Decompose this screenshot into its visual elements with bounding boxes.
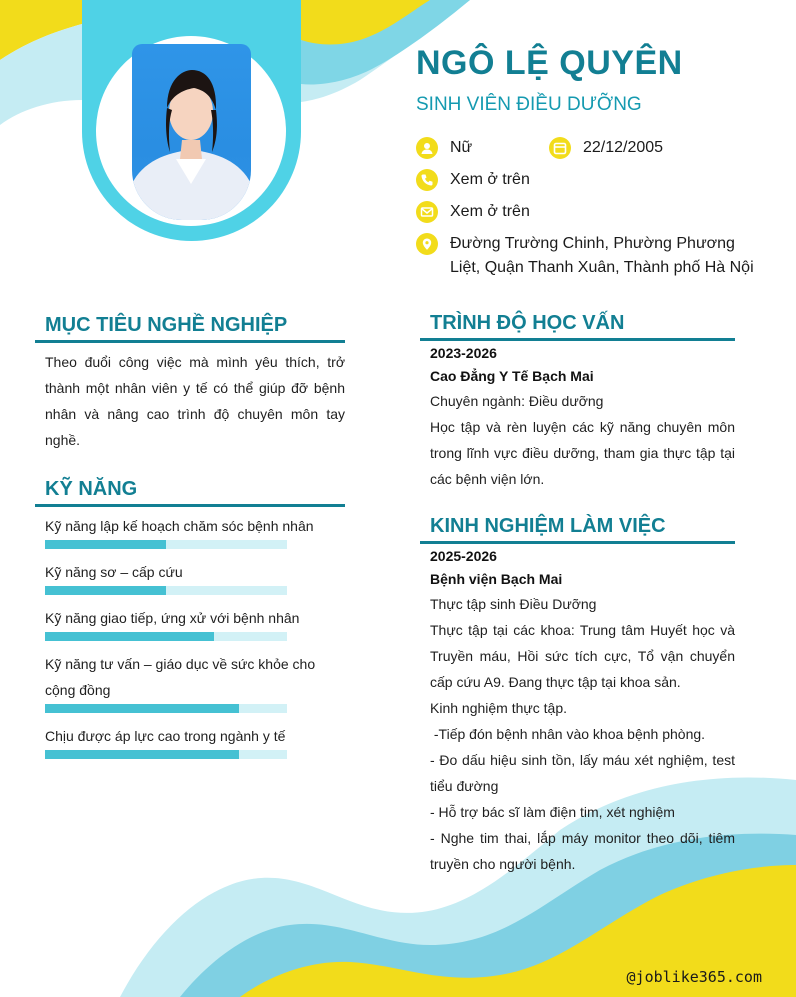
experience-bullet: - Đo dấu hiệu sinh tồn, lấy máu xét nghiệm, test tiểu đường xyxy=(430,752,735,794)
candidate-title: SINH VIÊN ĐIỀU DƯỠNG xyxy=(416,94,642,115)
email-value[interactable]: Xem ở trên xyxy=(450,203,530,220)
experience-description: Thực tập tại các khoa: Trung tâm Huyết học và Truyền máu, Hồi sức tích cực, Tổ vận chuyển cấp cứu A9. Đang thực tập tại khoa sản. xyxy=(430,622,735,690)
calendar-icon xyxy=(549,137,571,159)
experience-bullet: - Hỗ trợ bác sĩ làm điện tim, xét nghiệm xyxy=(430,804,675,820)
experience-heading: KINH NGHIỆM LÀM VIỆC xyxy=(420,515,735,544)
skill-bar xyxy=(45,586,287,595)
education-major: Chuyên ngành: Điều dưỡng xyxy=(430,393,604,409)
skill-label: Kỹ năng giao tiếp, ứng xử với bệnh nhân xyxy=(45,610,300,626)
gender-value: Nữ xyxy=(450,139,473,156)
experience-period: 2025-2026 xyxy=(430,548,497,564)
skill-bar-fill xyxy=(45,704,239,713)
skills-heading: KỸ NĂNG xyxy=(35,478,345,507)
info-birthday xyxy=(549,137,663,160)
skill-bar-fill xyxy=(45,540,166,549)
skill-bar xyxy=(45,540,287,549)
education-heading: TRÌNH ĐỘ HỌC VẤN xyxy=(420,312,735,341)
skill-bar-fill xyxy=(45,586,166,595)
phone-icon xyxy=(416,169,438,191)
skill-label: Kỹ năng tư vấn – giáo dục về sức khỏe cho cộng đồng xyxy=(45,656,316,698)
experience-bullet: - Nghe tim thai, lắp máy monitor theo dõi, tiêm truyền cho người bệnh. xyxy=(430,830,735,872)
birthday-value: 22/12/2005 xyxy=(583,139,664,156)
experience-place: Bệnh viện Bạch Mai xyxy=(430,571,563,587)
info-phone xyxy=(416,169,530,192)
candidate-name: NGÔ LỆ QUYÊN xyxy=(416,44,683,82)
avatar xyxy=(132,44,251,220)
objective-heading: MỤC TIÊU NGHỀ NGHIỆP xyxy=(35,314,345,343)
experience-subheading: Kinh nghiệm thực tập. xyxy=(430,700,568,716)
location-icon xyxy=(416,233,438,255)
user-icon xyxy=(416,137,438,159)
address-value: Đường Trường Chinh, Phường Phương Liệt, Quận Thanh Xuân, Thành phố Hà Nội xyxy=(450,235,754,276)
experience-role: Thực tập sinh Điều Dưỡng xyxy=(430,596,597,612)
info-gender xyxy=(416,137,472,160)
objective-text: Theo đuổi công việc mà mình yêu thích, trở thành một nhân viên y tế có thể giúp đỡ bệnh nhân và nâng cao trình độ chuyên môn tay nghề. xyxy=(45,354,345,448)
skill-label: Chịu được áp lực cao trong ngành y tế xyxy=(45,728,286,744)
skill-label: Kỹ năng lập kế hoạch chăm sóc bệnh nhân xyxy=(45,518,314,534)
phone-value[interactable]: Xem ở trên xyxy=(450,171,530,188)
skill-label: Kỹ năng sơ – cấp cứu xyxy=(45,564,183,580)
mail-icon xyxy=(416,201,438,223)
skill-bar xyxy=(45,632,287,641)
skill-bar xyxy=(45,704,287,713)
education-description: Học tập và rèn luyện các kỹ năng chuyên môn trong lĩnh vực điều dưỡng, tham gia thực tập tại các bệnh viện lớn. xyxy=(430,419,735,487)
info-email xyxy=(416,201,530,224)
skill-bar xyxy=(45,750,287,759)
experience-bullet: -Tiếp đón bệnh nhân vào khoa bệnh phòng. xyxy=(430,726,706,742)
info-address xyxy=(416,233,766,280)
skill-bar-fill xyxy=(45,632,214,641)
education-school: Cao Đẳng Y Tế Bạch Mai xyxy=(430,368,594,384)
watermark: @joblike365.com xyxy=(626,968,762,986)
skill-bar-fill xyxy=(45,750,239,759)
education-period: 2023-2026 xyxy=(430,345,497,361)
